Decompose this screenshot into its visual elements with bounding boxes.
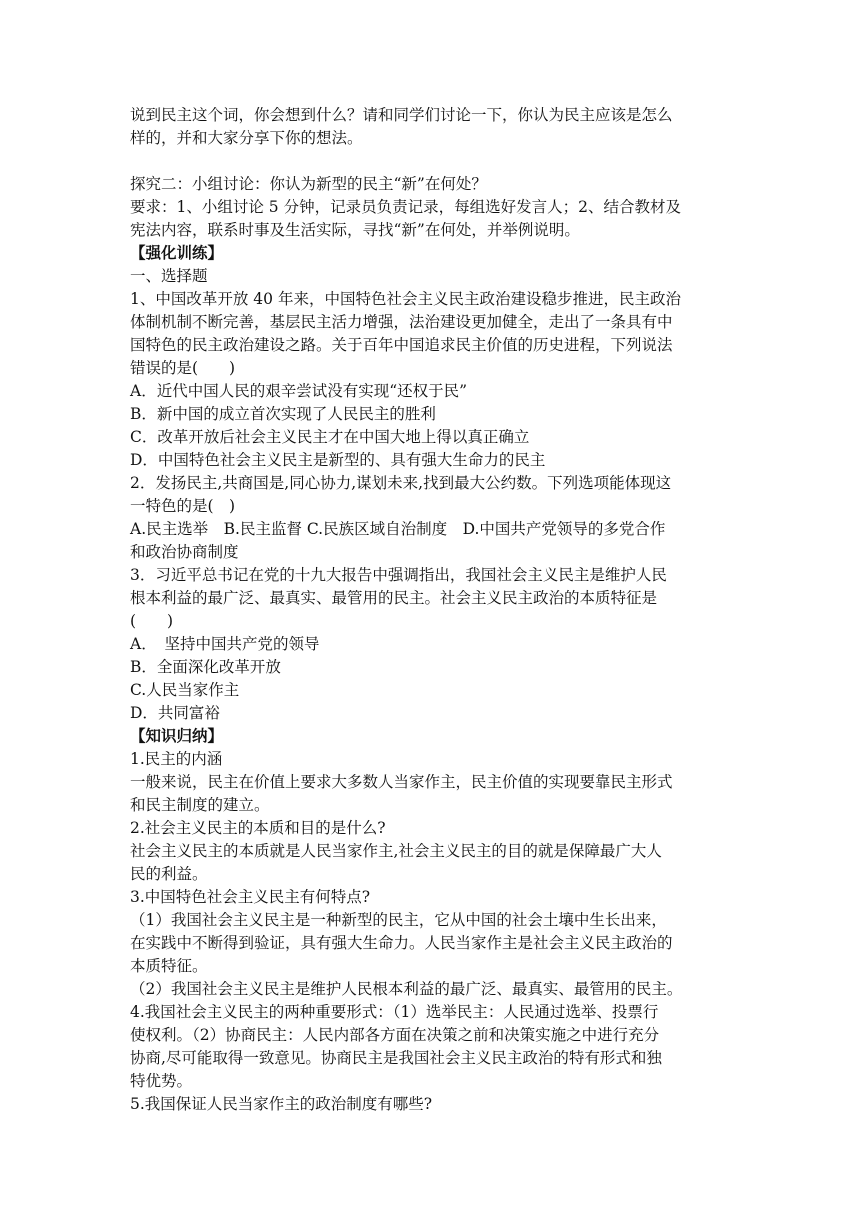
training-heading: 【强化训练】 bbox=[130, 244, 224, 262]
summary-item-body: 特优势。 bbox=[130, 1072, 193, 1090]
question-1-stem: 国特色的民主政治建设之路。关于百年中国追求民主价值的历史进程，下列说法 bbox=[130, 336, 673, 354]
question-3-stem: 根本利益的最广泛、最真实、最管用的民主。社会主义民主政治的本质特征是 bbox=[130, 589, 658, 607]
section-title: 一、选择题 bbox=[130, 267, 208, 285]
summary-item-body: 在实践中不断得到验证，具有强大生命力。人民当家作主是社会主义民主政治的 bbox=[130, 934, 673, 952]
question-1-stem: 体制机制不断完善，基层民主活力增强，法治建设更加健全，走出了一条具有中 bbox=[130, 313, 673, 331]
summary-item-body: 和民主制度的建立。 bbox=[130, 796, 270, 814]
summary-item-title: 3.中国特色社会主义民主有何特点? bbox=[130, 888, 371, 906]
summary-item-title: 5.我国保证人民当家作主的政治制度有哪些? bbox=[130, 1095, 433, 1113]
summary-item-body: 社会主义民主的本质就是人民当家作主,社会主义民主的目的就是保障最广大人 bbox=[130, 842, 662, 860]
question-1-option-b: B．新中国的成立首次实现了人民民主的胜利 bbox=[130, 405, 436, 423]
summary-item-body: （1）我国社会主义民主是一种新型的民主，它从中国的社会土壤中生长出来， bbox=[130, 911, 667, 929]
question-1-option-c: C．改革开放后社会主义民主才在中国大地上得以真正确立 bbox=[130, 428, 530, 446]
question-3-stem: ( ) bbox=[130, 612, 174, 630]
question-1-option-d: D．中国特色社会主义民主是新型的、具有强大生命力的民主 bbox=[130, 451, 546, 469]
question-2-options: A.民主选举 B.民主监督 C.民族区域自治制度 D.中国共产党领导的多党合作 bbox=[130, 520, 666, 538]
explore-requirement: 要求：1、小组讨论 5 分钟，记录员负责记录，每组选好发言人；2、结合教材及 bbox=[130, 198, 681, 216]
summary-item-title: 4.我国社会主义民主的两种重要形式：（1）选举民主：人民通过选举、投票行 bbox=[130, 1003, 659, 1021]
blank-line bbox=[130, 150, 730, 173]
summary-item-title: 1.民主的内涵 bbox=[130, 750, 223, 768]
explore-requirement: 宪法内容，联系时事及生活实际，寻找“新”在何处，并举例说明。 bbox=[130, 221, 580, 239]
document-page bbox=[130, 104, 730, 1116]
summary-item-body: 使权利。（2）协商民主：人民内部各方面在决策之前和决策实施之中进行充分 bbox=[130, 1026, 660, 1044]
question-1-stem: 错误的是( ) bbox=[130, 359, 236, 377]
question-3-option-d: D．共同富裕 bbox=[130, 704, 220, 722]
question-3-option-c: C.人民当家作主 bbox=[130, 681, 240, 699]
summary-item-body: 一般来说，民主在价值上要求大多数人当家作主，民主价值的实现要靠民主形式 bbox=[130, 773, 673, 791]
question-2-options: 和政治协商制度 bbox=[130, 543, 239, 561]
question-3-stem: 3．习近平总书记在党的十九大报告中强调指出，我国社会主义民主是维护人民 bbox=[130, 566, 667, 584]
intro-line: 说到民主这个词，你会想到什么？请和同学们讨论一下，你认为民主应该是怎么 bbox=[130, 106, 673, 124]
question-2-stem: 一特色的是( ) bbox=[130, 497, 236, 515]
question-1-option-a: A．近代中国人民的艰辛尝试没有实现“还权于民” bbox=[130, 382, 468, 400]
intro-line: 样的，并和大家分享下你的想法。 bbox=[130, 129, 363, 147]
question-3-option-b: B．全面深化改革开放 bbox=[130, 658, 281, 676]
summary-item-body: （2）我国社会主义民主是维护人民根本利益的最广泛、最真实、最管用的民主。 bbox=[130, 980, 683, 998]
summary-item-title: 2.社会主义民主的本质和目的是什么? bbox=[130, 819, 386, 837]
summary-item-body: 本质特征。 bbox=[130, 957, 208, 975]
summary-heading: 【知识归纳】 bbox=[130, 727, 224, 745]
question-2-stem: 2．发扬民主,共商国是,同心协力,谋划未来,找到最大公约数。下列选项能体现这 bbox=[130, 474, 672, 492]
question-1-stem: 1、中国改革开放 40 年来，中国特色社会主义民主政治建设稳步推进，民主政治 bbox=[130, 290, 681, 308]
summary-item-body: 协商,尽可能取得一致意见。协商民主是我国社会主义民主政治的特有形式和独 bbox=[130, 1049, 662, 1067]
summary-item-body: 民的利益。 bbox=[130, 865, 208, 883]
question-3-option-a: A． 坚持中国共产党的领导 bbox=[130, 635, 320, 653]
explore-title: 探究二：小组讨论：你认为新型的民主“新”在何处？ bbox=[130, 175, 487, 193]
